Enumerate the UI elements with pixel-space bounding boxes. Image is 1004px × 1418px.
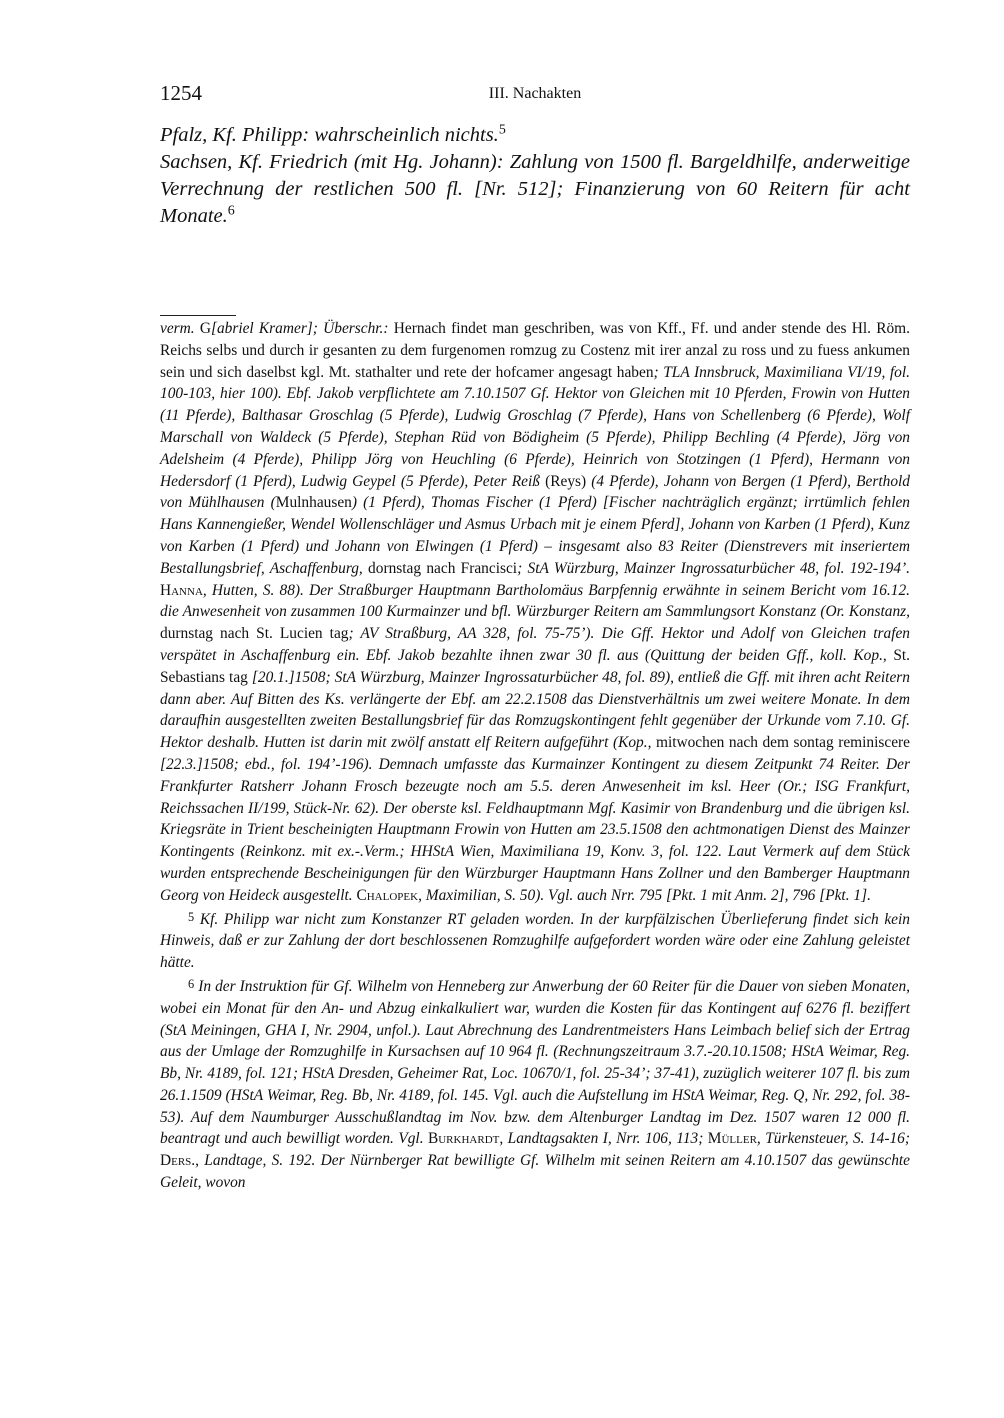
fn4-seg: Mulnhausen [275, 494, 352, 512]
footnote-rule [160, 315, 236, 316]
footnote-5 [160, 909, 910, 974]
footnote-ref-5: 5 [498, 122, 506, 138]
page-number: 1254 [160, 81, 202, 105]
fn4-author: Hanna [160, 581, 203, 599]
fn4-seg: [20.1.]1508; StA Würzburg, Mainzer Ingrossaturbücher 48, fol. 89), entließ die Gff. mit ihren acht Reitern dann aber. Auf Bitten des Ks. verlängerte der Ebf. am 22.2.1508 das Dienstverhältnis um zwei weitere Monate. In dem daraufhin ausgestellten zweiten Bestallungsbrief für das Romzugskontingent fehlt gegenüber der Urkunde vom 7.10. Gf. Hektor deshalb. Hutten ist darin mit zwölf anstatt elf Reitern aufgeführt (Kop., [160, 668, 910, 752]
fn4-seg: verm. [160, 320, 195, 337]
footnotes [160, 318, 910, 1194]
fn6-seg: , Landtagsakten I, Nrr. 106, 113; [499, 1130, 704, 1148]
fn6-author: Burkhardt [423, 1130, 500, 1148]
footnote-5-text: Kf. Philipp war nicht zum Konstanzer RT geladen worden. In der kurpfälzischen Überlieferung findet sich kein Hinweis, daß er zur Zahlung der dort beschlossenen Romzughilfe aufgefordert worden wäre oder eine Zahlung geleistet hätte. [160, 910, 910, 972]
fn4-seg: ; StA Würzburg, Mainzer Ingrossaturbücher 48, fol. 192-194’. [517, 559, 910, 577]
footnote-6-mark: 6 [188, 976, 195, 991]
entry-sachsen [160, 149, 910, 230]
entry-pfalz-text: Pfalz, Kf. Philipp: wahrscheinlich nichts. [160, 124, 499, 146]
fn4-seg: , Maximilian, S. 50). Vgl. auch Nrr. 795 [Pkt. 1 mit Anm. 2], 796 [Pkt. 1]. [418, 886, 871, 904]
fn4-seg: dornstag nach Francisci [362, 559, 518, 577]
fn6-author: Ders. [160, 1152, 196, 1170]
fn4-seg: (Reys) [540, 472, 592, 490]
fn4-seg: Hernach findet man geschriben, was von Kff., Ff. und ander stende des Hl. Röm. Reichs selbs und durch ir gesanten zu dem furgenomen romzug zu Costenz mit irer anzal zu ross und zu fuess ankumen sein und sich daselbst kgl. Mt. stathalter und rete der hofcamer angesagt haben [160, 320, 910, 381]
fn6-author: Müller [703, 1130, 757, 1148]
fn4-seg: durnstag nach St. Lucien tag [160, 625, 349, 643]
main-text [160, 122, 910, 230]
fn6-seg: In der Instruktion für Gf. Wilhelm von Henneberg zur Anwerbung der 60 Reiter für die Dauer von sieben Monaten, wobei ein Monat für den An- und Abzug einkalkuliert war, wurden die Kosten für das Kontingent auf 6276 fl. beziffert (StA Meiningen, GHA I, Nr. 2904, unfol.). Laut Abrechnung des Landrentmeisters Hans Leimbach belief sich der Ertrag aus der Umlage der Romzughilfe in Kursachsen auf 10 964 fl. (Rechnungszeitraum 3.7.-20.10.1508; HStA Weimar, Reg. Bb, Nr. 4189, fol. 121; HStA Dresden, Geheimer Rat, Loc. 10670/1, fol. 25-34’; 37-41), zuzüglich weiterer 107 fl. bis zum 26.1.1509 (HStA Weimar, Reg. Bb, Nr. 4189, fol. 145. Vgl. auch die Aufstellung im HStA Weimar, Reg. Q, Nr. 292, fol. 38-53). Auf dem Naumburger Ausschußlandtag im Nov. bzw. dem Altenburger Landtag im Dez. 1507 waren 12 000 fl. beantragt und auch bewilligt worden. Vgl. [160, 977, 910, 1148]
footnote-6 [160, 976, 910, 1194]
fn4-seg: ) (1 Pferd), Thomas Fischer (1 Pferd) [Fischer nachträglich ergänzt; irrtümlich fehlen Hans Kannengießer, Wendel Wollenschläger und Asmus Urbach mit je einem Pferd], Johann von Karben (1 Pferd), Kunz von Karben (1 Pferd) und Johann von Elwingen (1 Pferd) – insgesamt also 83 Reiter (Dienstrevers mit inseriertem Bestallungsbrief, Aschaffenburg, [160, 494, 910, 577]
fn6-seg: , Türkensteuer, S. 14-16; [756, 1130, 910, 1148]
fn4-seg: [22.3.]1508; ebd., fol. 194’-196). Demnach umfasste das Kurmainzer Kontingent zu diesem Zeitpunkt 74 Reiter. Der Frankfurter Ratsherr Johann Frosch bezeugte noch am 5.5. deren Anwesenheit im ksl. Heer (Or.; ISG Frankfurt, Reichssachen II/199, Stück-Nr. 62). Der oberste ksl. Feldhauptmann Mgf. Kasimir von Brandenburg und die übrigen ksl. Kriegsräte in Trient bescheinigten Hauptmann Frowin von Hutten am 23.5.1508 den achtmonatigen Dienst des Mainzer Kontingents (Reinkonz. mit ex.-.Verm.; HHStA Wien, Maximiliana 19, Konv. 3, fol. 122. Laut Vermerk auf dem Stück wurden entsprechende Bescheinigungen für den Würzburger Hauptmann Hans Zollner und den Bamberger Hauptmann Georg von Heideck ausgestellt. [160, 755, 910, 904]
fn4-author: Chalopek [352, 886, 419, 904]
fn4-seg: ; TLA Innsbruck, Maximiliana VI/19, fol. 100-103, hier 100). Ebf. Jakob verpflichtete am 7.10.1507 Gf. Hektor von Gleichen mit 10 Pferden, Frowin von Hutten (11 Pferde), Balthasar Groschlag (5 Pferde), Ludwig Groschlag (7 Pferde), Hans von Schellenberg (6 Pferde), Wolf Marschall von Waldeck (5 Pferde), Stephan Rüd von Bödigheim (5 Pferde), Philipp Bechling (4 Pferde), Jörg von Adelsheim (4 Pferde), Philipp Jörg von Heuchling (6 Pferde), Heinrich von Stotzingen (1 Pferd), Hermann von Hedersdorf (1 Pferd), Ludwig Geypel (5 Pferde), Peter Reiß [160, 363, 910, 490]
footnote-5-mark: 5 [188, 909, 195, 924]
footnote-4-continued [160, 318, 910, 907]
fn4-seg: mitwochen nach dem sontag reminiscere [651, 734, 910, 752]
fn4-seg: G [194, 320, 211, 337]
fn4-seg: (4 Pferde), Johann von Bergen (1 Pferd), Berthold von Mühlhausen ( [160, 472, 910, 512]
fn4-seg: [abriel Kramer]; Überschr.: [210, 320, 389, 337]
fn4-seg: ; AV Straßburg, AA 328, fol. 75-75’). Die Gff. Hektor und Adolf von Gleichen trafen verspätet in Aschaffenburg ein. Ebf. Jakob bezahlte ihnen zwar 30 fl. aus (Quittung der beiden Gff., koll. Kop., [160, 625, 910, 664]
fn6-seg: , Landtage, S. 192. Der Nürnberger Rat bewilligte Gf. Wilhelm mit seinen Reitern am 4.10.1507 das gewünschte Geleit, wovon [160, 1152, 910, 1192]
fn4-seg: St. Sebastians tag [160, 646, 911, 686]
entry-sachsen-text: Sachsen, Kf. Friedrich (mit Hg. Johann): Zahlung von 1500 fl. Bargeldhilfe, anderweitige Verrechnung der restlichen 500 fl. [Nr. 512]; Finanzierung von 60 Reitern für acht Monate. [160, 151, 910, 227]
running-head: III. Nachakten [488, 85, 582, 102]
footnote-ref-6: 6 [227, 203, 235, 219]
fn4-seg: , Hutten, S. 88). Der Straßburger Hauptmann Bartholomäus Barpfennig erwähnte in seinem Bericht vom 16.12. die Anwesenheit von zusammen 100 Kurmainzer und bfl. Würzburger Reitern am Sammlungsort Konstanz (Or. Konstanz, [160, 581, 910, 621]
entry-pfalz [160, 122, 910, 149]
